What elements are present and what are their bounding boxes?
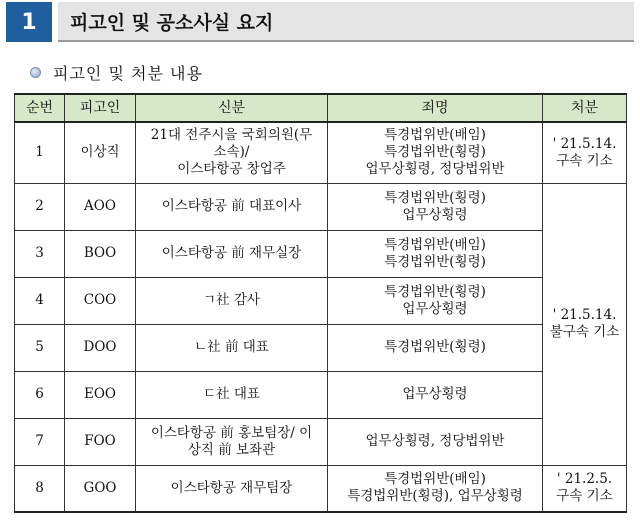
header-charges: 죄명 <box>328 94 543 122</box>
cell-position: ㄷ社 대표 <box>136 371 328 418</box>
cell-name: EOO <box>65 371 136 418</box>
cell-name: AOO <box>65 183 136 230</box>
cell-charges: 특경법위반(배임) 특경법위반(횡령) <box>328 230 543 277</box>
cell-charges: 업무상횡령, 정당법위반 <box>328 418 543 465</box>
subtitle-text: 피고인 및 처분 내용 <box>53 63 203 83</box>
table-row <box>15 465 627 512</box>
cell-no: 8 <box>15 465 65 512</box>
section-title: 피고인 및 공소사실 요지 <box>58 2 634 42</box>
table-row <box>15 122 627 183</box>
table-row <box>15 230 627 277</box>
section-number: 1 <box>6 2 52 42</box>
cell-charges: 특경법위반(배임) 특경법위반(횡령) 업무상횡령, 정당법위반 <box>328 122 543 183</box>
subtitle <box>30 60 203 84</box>
table-row <box>15 371 627 418</box>
cell-disposition: ' 21.2.5. 구속 기소 <box>543 465 627 512</box>
cell-name: GOO <box>65 465 136 512</box>
bullet-icon <box>30 67 41 78</box>
header-no: 순번 <box>15 94 65 122</box>
cell-disposition: ' 21.5.14. 불구속 기소 <box>543 183 627 465</box>
cell-name: DOO <box>65 324 136 371</box>
cell-no: 6 <box>15 371 65 418</box>
cell-charges: 특경법위반(횡령) 업무상횡령 <box>328 183 543 230</box>
table-row <box>15 183 627 230</box>
cell-no: 3 <box>15 230 65 277</box>
section-header <box>6 2 634 42</box>
cell-position: 이스타항공 재무팀장 <box>136 465 328 512</box>
cell-no: 4 <box>15 277 65 324</box>
cell-no: 1 <box>15 122 65 183</box>
cell-position: 이스타항공 前 홍보팀장/ 이 상직 前 보좌관 <box>136 418 328 465</box>
cell-charges: 특경법위반(배임) 특경법위반(횡령), 업무상횡령 <box>328 465 543 512</box>
header-disposition: 처분 <box>543 94 627 122</box>
cell-no: 5 <box>15 324 65 371</box>
cell-no: 7 <box>15 418 65 465</box>
table-row <box>15 324 627 371</box>
cell-name: BOO <box>65 230 136 277</box>
cell-charges: 특경법위반(횡령) 업무상횡령 <box>328 277 543 324</box>
table-row <box>15 277 627 324</box>
cell-no: 2 <box>15 183 65 230</box>
cell-name: 이상직 <box>65 122 136 183</box>
header-defendant: 피고인 <box>65 94 136 122</box>
cell-position: ㄴ社 前 대표 <box>136 324 328 371</box>
cell-position: 21대 전주시을 국회의원(무 소속)/ 이스타항공 창업주 <box>136 122 328 183</box>
cell-position: ㄱ社 감사 <box>136 277 328 324</box>
cell-position: 이스타항공 前 대표이사 <box>136 183 328 230</box>
cell-charges: 업무상횡령 <box>328 371 543 418</box>
header-position: 신분 <box>136 94 328 122</box>
cell-position: 이스타항공 前 재무실장 <box>136 230 328 277</box>
cell-disposition: ' 21.5.14. 구속 기소 <box>543 122 627 183</box>
table-row <box>15 418 627 465</box>
cell-name: COO <box>65 277 136 324</box>
cell-name: FOO <box>65 418 136 465</box>
cell-charges: 특경법위반(횡령) <box>328 324 543 371</box>
table-header-row <box>15 94 627 122</box>
defendants-table <box>14 93 627 513</box>
